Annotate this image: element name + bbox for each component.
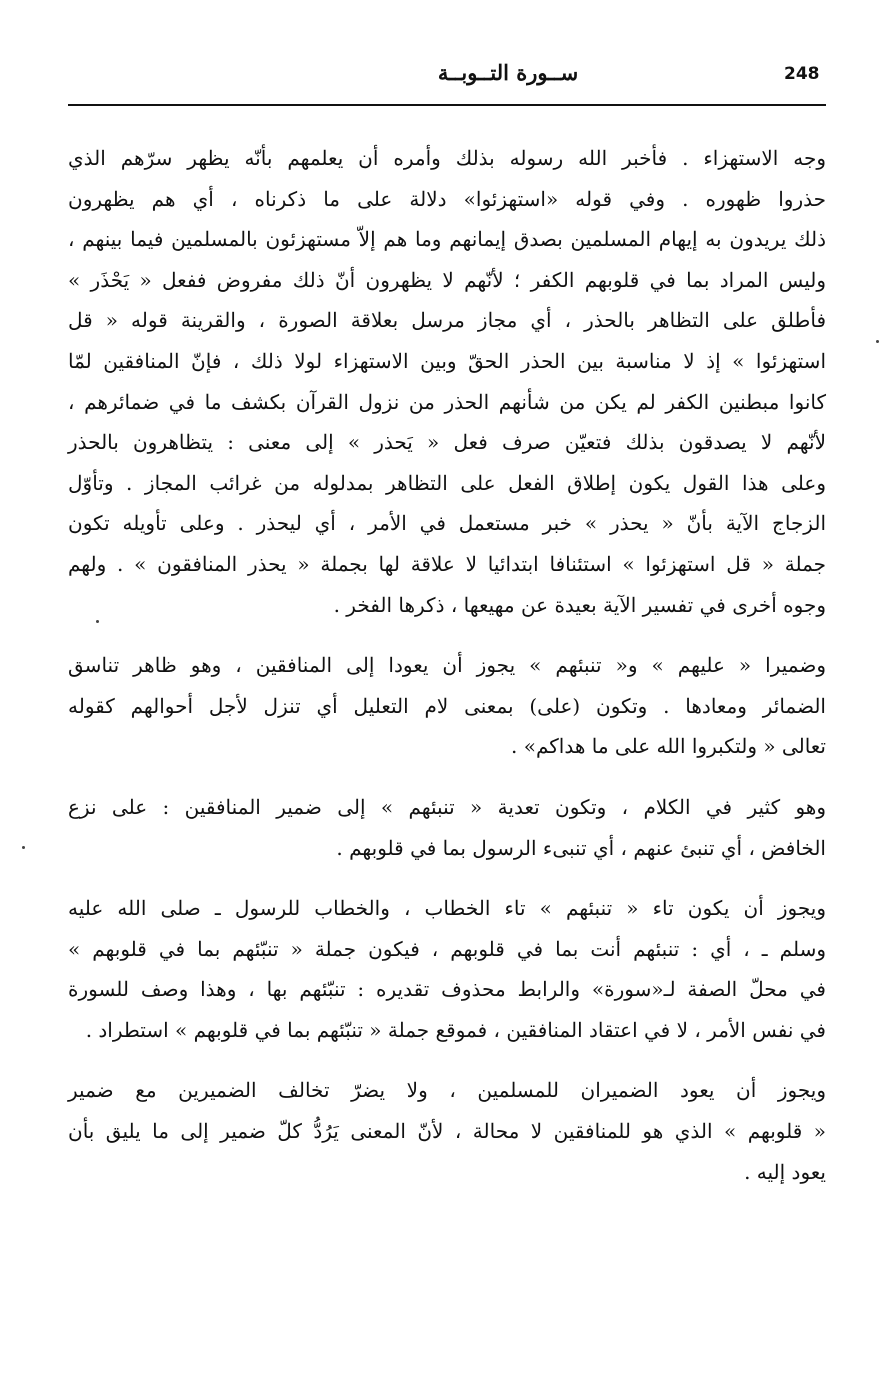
text-line: وجوه أخرى في تفسير الآية بعيدة عن مهيعها ، ذكرها الفخر .	[333, 592, 826, 617]
text-line: في نفس الأمر ، لا في اعتقاد المنافقين ، فموقع جملة « تنبّئهم بما في قلوبهم » استطراد .	[85, 1017, 826, 1042]
text-line: في محلّ الصفة لـ«سورة» والرابط محذوف تقديره : تنبّئهم بها ، وهذا وصف للسورة	[68, 977, 826, 1002]
page-number: 248	[784, 64, 820, 84]
text-line: كانوا مبطنين الكفر لم يكن من شأنهم الحذر من نزول القرآن بكشف ما في ضمائرهم ،	[68, 389, 826, 414]
text-line: الضمائر ومعادها . وتكون (على) بمعنى لام التعليل أي تنزل لأجل أحوالهم كقوله	[68, 693, 826, 718]
text-line: ويجوز أن يكون تاء « تنبئهم » تاء الخطاب ، والخطاب للرسول ـ صلى الله عليه	[68, 896, 826, 921]
paragraph-4	[68, 888, 826, 1050]
surah-title: ســورة التــوبــة	[437, 60, 579, 85]
text-line: تعالى « ولتكبروا الله على ما هداكم» .	[511, 734, 826, 759]
text-line: وليس المراد بما في قلوبهم الكفر ؛ لأنّهم لا يظهرون أنّ ذلك مفروض ففعل « يَحْذَر »	[68, 267, 826, 292]
text-line: فأطلق على التظاهر بالحذر ، أي مجاز مرسل بعلاقة الصورة ، والقرينة قوله « قل	[68, 308, 826, 333]
text-line: استهزئوا » إذ لا مناسبة بين الحذر الحقّ وبين الاستهزاء لولا ذلك ، فإنّ المنافقين لمّا	[68, 348, 826, 373]
paragraph-5	[68, 1070, 826, 1192]
paragraph-3	[68, 787, 826, 868]
text-line: حذروا ظهوره . وفي قوله «استهزئوا» دلالة على ما ذكرناه ، أي هم يظهرون	[68, 186, 826, 211]
text-line: ذلك يريدون به إيهام المسلمين بصدق إيمانهم وما هم إلاّ مستهزئون بالمسلمين فيما بينهم ،	[68, 227, 826, 252]
scan-speck	[96, 620, 99, 623]
text-line: الزجاج الآية بأنّ « يحذر » خبر مستعمل في الأمر ، أي ليحذر . وعلى تأويله تكون	[68, 511, 826, 536]
text-line: « قلوبهم » الذي هو للمنافقين لا محالة ، لأنّ المعنى يَرُدُّ كلّ ضمير إلى ما يليق بأن	[68, 1119, 826, 1144]
scan-speck	[876, 340, 879, 343]
text-line: وعلى هذا القول يكون إطلاق الفعل على التظاهر بمدلوله من غرائب المجاز . وتأوّل	[68, 470, 826, 495]
text-line: يعود إليه .	[744, 1159, 826, 1184]
paragraph-1	[68, 138, 826, 625]
scan-speck	[22, 846, 25, 849]
page-body	[68, 138, 826, 1192]
text-line: الخافض ، أي تنبئ عنهم ، أي تنبىء الرسول بما في قلوبهم .	[336, 835, 826, 860]
paragraph-2	[68, 645, 826, 767]
text-line: وسلم ـ ، أي : تنبئهم أنت بما في قلوبهم ، فيكون جملة « تنبّئهم بما في قلوبهم »	[68, 936, 826, 961]
text-line: لأنّهم لا يصدقون بذلك فتعيّن صرف فعل « يَحذر » إلى معنى : يتظاهرون بالحذر	[68, 430, 826, 455]
text-line: وضميرا « عليهم » و« تنبئهم » يجوز أن يعودا إلى المنافقين ، وهو ظاهر تناسق	[68, 653, 826, 678]
header-divider	[68, 104, 826, 106]
text-line: جملة « قل استهزئوا » استئنافا ابتدائيا لا علاقة لها بجملة « يحذر المنافقون » . ولهم	[68, 551, 826, 576]
text-line: ويجوز أن يعود الضميران للمسلمين ، ولا يضرّ تخالف الضميرين مع ضمير	[68, 1078, 826, 1103]
text-line: وجه الاستهزاء . فأخبر الله رسوله بذلك وأمره أن يعلمهم بأنّه يظهر سرّهم الذي	[68, 146, 826, 170]
text-line: وهو كثير في الكلام ، وتكون تعدية « تنبئهم » إلى ضمير المنافقين : على نزع	[68, 794, 826, 819]
page-header	[68, 56, 826, 106]
